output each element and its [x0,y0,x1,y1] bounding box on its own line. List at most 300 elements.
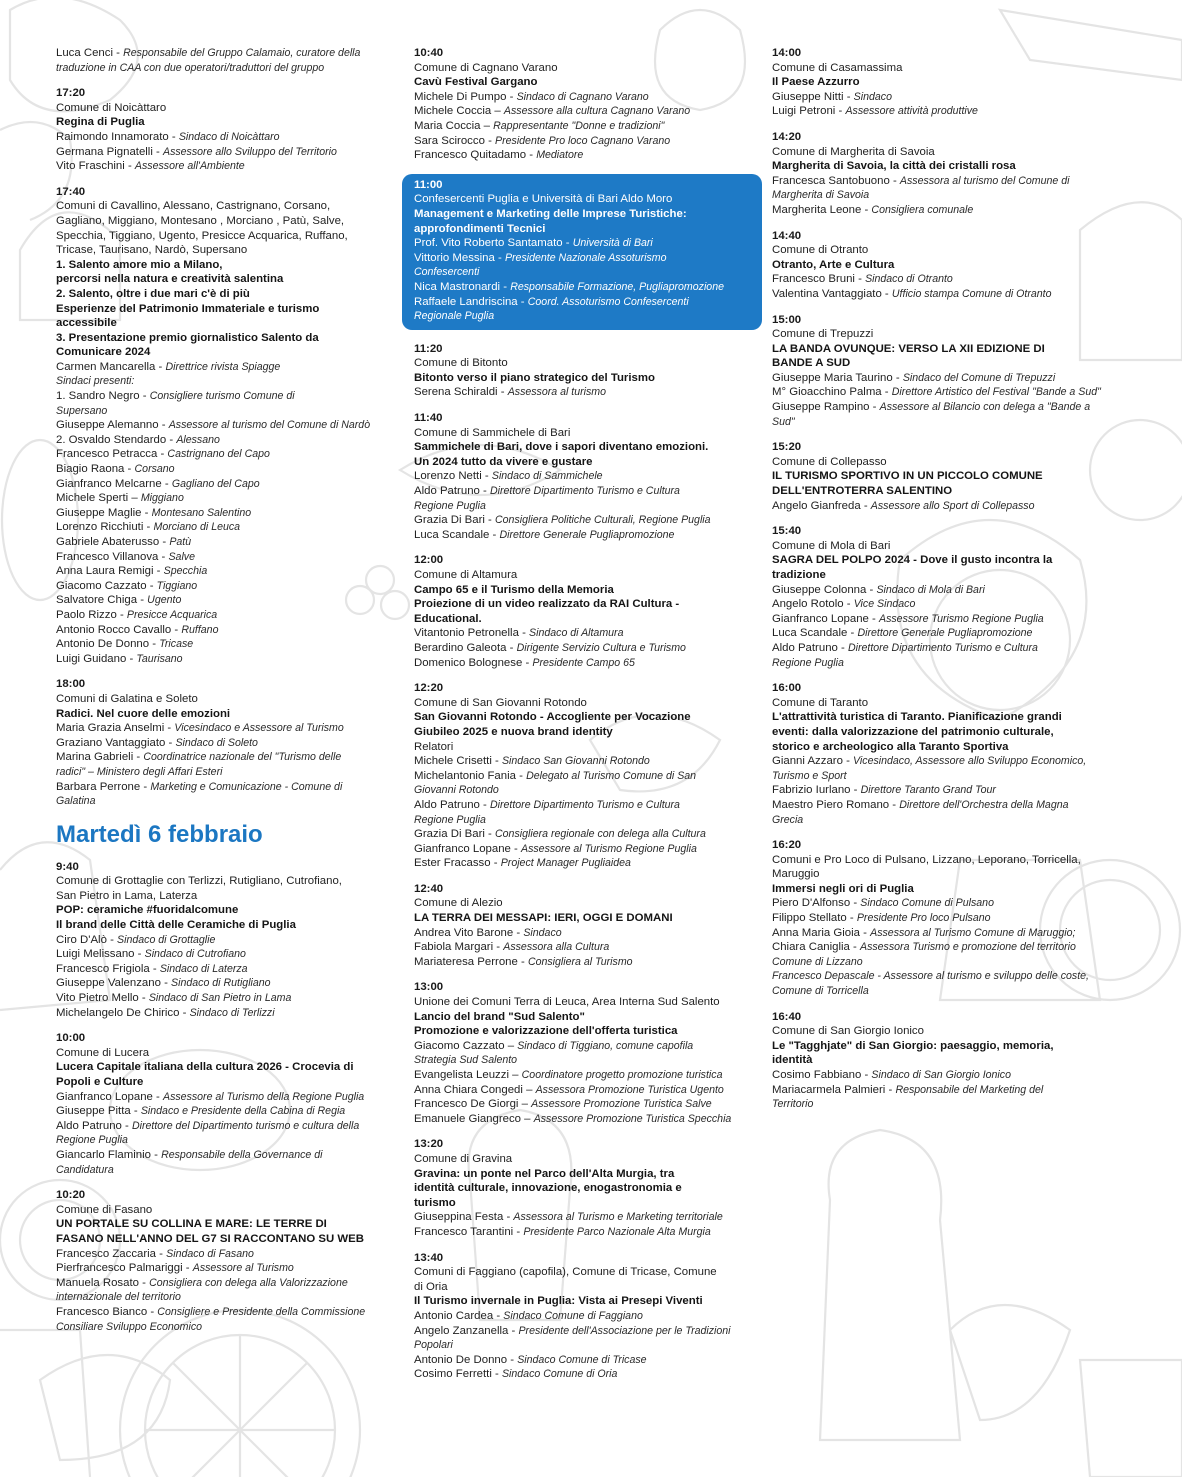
session-line [56,1217,386,1232]
session-title: Le "Tagghjate" di San Giorgio: paesaggio, memoria, [772,1039,1054,1052]
session-line [56,159,386,174]
speaker-role: Consigliere e Presidente della Commissione [157,1305,366,1318]
speaker-name: Michele Sperti – [56,492,141,505]
session-title: identità [772,1054,813,1067]
session-line [56,623,386,638]
speaker-role: Consigliere turismo Comune di [149,390,295,403]
session-line [56,101,386,116]
session-line [772,104,1112,119]
speaker-name: Pierfrancesco Palmariggi - [56,1262,193,1275]
speaker-role: Assessore Turismo Regione Puglia [879,612,1044,625]
speaker-role: Sindaco di San Pietro in Lama [148,992,292,1005]
session-line [414,440,750,455]
venue-text: Comuni di Faggiano (capofila), Comune di Tricase, Comune [414,1266,717,1279]
session-line [414,856,750,871]
session-entry [772,229,1112,302]
venue-text: Tricase, Taurisano, Nardò, Supersano [56,244,248,257]
speaker-name: Vittorio Messina - [414,251,505,264]
session-line [414,280,750,295]
venue-text: Comune di Alezio [414,897,503,910]
session-time: 14:40 [772,229,802,242]
speaker-name: Mariacarmela Palmieri - [772,1083,896,1096]
session-title: POP: ceramiche #fuoridalcomune [56,904,239,917]
speaker-name: Maestro Piero Romano - [772,798,900,811]
speaker-role: Montesano Salentino [151,506,252,519]
speaker-role: Assessora al Turismo e Marketing territoriale [513,1211,723,1224]
speaker-role: Assessore Promozione Turistica Specchia [533,1112,732,1125]
speaker-role: Sindaco di Cagnano Varano [516,90,649,103]
session-line [56,637,386,652]
session-title: L'attrattività turistica di Taranto. Pianificazione grandi [772,711,1062,724]
session-line [56,506,386,521]
session-entry [56,677,386,808]
session-line [56,418,386,433]
speaker-name: Luigi Melissano - [56,948,145,961]
session-line [56,918,386,933]
session-line [772,287,1112,302]
speaker-name: Andrea Vito Barone - [414,926,524,939]
speaker-role: Assessore allo Sviluppo del Territorio [163,145,337,158]
session-entry [414,46,750,163]
session-line [414,583,750,598]
speaker-role: Coord. Assoturismo Confesercenti [527,295,689,308]
session-line [772,469,1112,484]
session-line [414,754,750,769]
role-continuation: Supersano [56,404,108,417]
session-line [56,447,386,462]
speaker-name: Aldo Patruno - [772,641,848,654]
session-line [414,61,750,76]
role-continuation: Comune di Lizzano [772,955,863,968]
session-line [414,1068,750,1083]
session-line [414,251,750,266]
session-line [772,783,1112,798]
session-line [56,1247,386,1262]
speaker-name: Giuseppe Rampino - [772,401,880,414]
session-time: 11:20 [414,342,443,355]
speaker-role: Coordinatore progetto promozione turistica [521,1069,723,1081]
speaker-role: Direttore Dipartimento Turismo e Cultura [489,485,680,498]
session-time: 10:40 [414,47,444,59]
session-time: 16:20 [772,839,802,852]
session-line [772,725,1112,740]
session-line [414,783,750,798]
session-time: 11:40 [414,412,443,425]
session-line [414,813,750,828]
speaker-role: Alessano [176,433,220,446]
speaker-role: Gagliano del Capo [171,477,260,490]
session-entry [414,411,750,542]
speaker-name: Antonio Cardea - [414,1309,504,1322]
speaker-role: Consigliera regionale con delega alla Cultura [495,828,706,841]
speaker-role: Assessora alla Cultura [503,941,610,954]
speaker-role: Consigliera comunale [871,203,974,216]
role-continuation: Galatina [56,795,96,808]
speaker-role: Assessora Turismo e promozione del territorio [860,941,1076,954]
speaker-name: Emanuele Giangreco – [414,1112,534,1125]
role-continuation: internazionale del territorio [56,1291,181,1304]
session-line [56,1075,386,1090]
speaker-name: Mariateresa Perrone - [414,955,528,968]
venue-text: Comune di Noicàttaro [56,101,167,114]
speaker-name: Manuela Rosato - [56,1276,150,1289]
session-line [414,1353,750,1368]
session-line [56,1046,386,1061]
session-line [56,1276,386,1291]
session-line [56,550,386,565]
session-title: Bitonto verso il piano strategico del Turismo [414,371,655,384]
speaker-name: Raffaele Landriscina - [414,295,528,308]
session-line [772,656,1112,671]
session-title: Management e Marketing delle Imprese Turistiche: [414,207,687,220]
speaker-role: Assessore al Turismo della Regione Puglia [163,1090,365,1103]
session-entry [56,86,386,174]
session-line [772,342,1112,357]
speaker-name: Domenico Bolognese - [414,656,533,669]
session-line [772,626,1112,641]
session-line [414,940,750,955]
session-line [56,652,386,667]
speaker-name: Aldo Patruno - [414,485,490,498]
session-line [414,656,750,671]
session-line [414,75,750,90]
session-time: 16:00 [772,682,802,695]
session-title: FASANO NELL'ANNO DEL G7 SI RACCONTANO SU WEB [56,1232,364,1245]
speaker-role: Specchia [163,565,208,578]
session-line [772,867,1112,882]
speaker-role: Sindaco di San Giorgio Ionico [871,1069,1011,1081]
session-title: SAGRA DEL POLPO 2024 - Dove il gusto incontra la [772,554,1053,567]
session-line [772,455,1112,470]
speaker-role: Rappresentante "Donne e tradizioni" [493,119,665,132]
speaker-role: Direttore Taranto Grand Tour [860,784,996,797]
venue-text: Comune di Trepuzzi [772,328,874,341]
venue-text: Comune di Cagnano Varano [414,61,558,74]
session-time: 17:20 [56,87,86,100]
speaker-name: Vito Pietro Mello - [56,992,149,1005]
speaker-name: Francesco De Giorgi – [414,1098,532,1111]
speaker-name: Nica Mastronardi - [414,280,511,293]
speaker-name: M° Gioacchino Palma - [772,386,892,399]
speaker-role: Consigliera con delega alla Valorizzazione [149,1276,348,1289]
session-title: LA BANDA OVUNQUE: VERSO LA XII EDIZIONE DI [772,342,1045,355]
session-entry [772,130,1112,218]
session-line [772,940,1112,955]
session-title: Campo 65 e il Turismo della Memoria [414,583,614,596]
session-title: approfondimenti Tecnici [414,222,546,235]
speaker-name: Valentina Vantaggiato - [772,287,892,300]
role-continuation: Francesco Depascale - Assessore al turismo e sviluppo delle coste, [772,970,1089,983]
session-line [772,769,1112,784]
speaker-role: Project Manager Pugliaidea [500,857,631,870]
speaker-name: Antonio De Donno - [56,638,160,651]
speaker-name: Luigi Petroni - [772,105,846,118]
speaker-role: Assessore al Bilancio con delega a "Bande a [879,401,1091,414]
speaker-name: Michelantonio Fania - [414,769,527,782]
session-line [56,1119,386,1134]
session-line [772,853,1112,868]
speaker-name: Piero D'Alfonso - [772,897,861,910]
session-title: Sammichele di Bari, dove i sapori diventano emozioni. [414,441,709,454]
speaker-role: Morciano di Leuca [153,521,241,534]
session-line [414,740,750,755]
speaker-role: Sindaco di Soleto [175,736,258,749]
session-line [772,371,1112,386]
session-line [772,969,1112,984]
speaker-name: Paolo Rizzo - [56,608,127,621]
speaker-role: Direttrice rivista Spiagge [165,360,281,373]
session-time: 12:00 [414,554,444,567]
speaker-role: Coordinatrice nazionale del "Turismo delle [143,751,342,764]
speaker-name: Angelo Gianfreda - [772,499,871,512]
speaker-name: Giuseppe Maglie - [56,506,152,519]
session-line [414,798,750,813]
session-line [414,1324,750,1339]
session-line [772,754,1112,769]
session-line [772,798,1112,813]
session-time: 16:40 [772,1010,802,1023]
session-line [414,1167,750,1182]
session-line [772,272,1112,287]
speaker-name: Giuseppe Alemanno - [56,419,169,432]
session-line [56,331,386,346]
speaker-role: Responsabile della Governance di [161,1148,323,1161]
session-line [414,265,750,280]
speaker-name: Gianfranco Lopane - [56,1090,164,1103]
speaker-name: Sara Scirocco - [414,134,496,147]
session-line [772,356,1112,371]
session-time: 13:00 [414,981,444,994]
session-line [56,272,386,287]
session-line [56,491,386,506]
role-continuation: Popolari [414,1339,453,1352]
speaker-name: Francesco Bruni - [772,273,866,286]
session-title: Radici. Nel cuore delle emozioni [56,707,231,720]
session-line [414,926,750,941]
speaker-name: Lorenzo Ricchiuti - [56,521,154,534]
session-title: Comunicare 2024 [56,346,151,359]
speaker-name: Giuseppe Pitta - [56,1105,141,1118]
session-line [56,1104,386,1119]
session-line [772,258,1112,273]
session-line [414,1024,750,1039]
session-title: Margherita di Savoia, la città dei cristalli rosa [772,160,1016,173]
speaker-name: Francesco Zaccaria - [56,1247,167,1260]
speaker-name: Cosimo Fabbiano - [772,1069,872,1081]
speaker-role: Assessore Promozione Turistica Salve [531,1098,712,1111]
session-line [56,1148,386,1163]
session-line [56,1006,386,1021]
role-continuation: Regionale Puglia [414,310,495,323]
speaker-name: Anna Chiara Congedi – [414,1083,536,1096]
venue-text: Comune di Gravina [414,1152,513,1165]
session-title: Esperienze del Patrimonio Immateriale e turismo [56,302,320,315]
venue-text: Comuni di Cavallino, Alessano, Castrignano, Corsano, [56,200,331,213]
session-line [56,991,386,1006]
speaker-name: Ester Fracasso - [414,857,501,870]
session-time: 15:40 [772,525,802,538]
session-line [414,641,750,656]
speaker-name: Luigi Guidano - [56,652,137,665]
speaker-role: Presidente Parco Nazionale Alta Murgia [523,1225,711,1238]
speaker-role: Presidente Pro loco Pulsano [856,912,991,925]
session-time: 10:00 [56,1032,86,1045]
session-line [56,316,386,331]
session-line [772,955,1112,970]
session-line [56,889,386,904]
session-entry [414,342,750,400]
session-line [56,692,386,707]
session-line [56,976,386,991]
session-line [56,258,386,273]
speaker-name: Michelangelo De Chirico - [56,1006,190,1019]
speaker-role: Responsabile Formazione, Pugliapromozione [510,280,724,293]
session-entry [414,681,750,871]
speaker-name: Francesca Santobuono - [772,174,900,187]
session-time: 18:00 [56,678,86,691]
speaker-name: Giancarlo Flaminio - [56,1148,162,1161]
speaker-name: Luca Scandale - [414,528,500,541]
session-title: tradizione [772,569,826,581]
speaker-role: Presicce Acquarica [126,608,218,621]
session-line [56,214,386,229]
session-line [56,593,386,608]
speaker-name: 1. Sandro Negro - [56,390,150,403]
speaker-name: Giacomo Cazzato - [56,579,157,592]
speaker-name: 2. Osvaldo Stendardo - [56,433,177,446]
speaker-role: Direttore del Dipartimento turismo e cultura della [131,1119,360,1132]
speaker-role: Sindaco San Giovanni Rotondo [501,755,650,768]
session-line [56,535,386,550]
speaker-role: Consigliera Politiche Culturali, Regione Puglia [495,514,711,527]
speaker-role: Vicesindaco, Assessore allo Sviluppo Economico, [853,755,1087,768]
session-line [56,794,386,809]
session-title: BANDE A SUD [772,357,851,370]
speaker-role: Castrignano del Capo [167,448,270,461]
session-line [56,462,386,477]
speaker-role: Mediatore [536,149,584,162]
speaker-role: Sindaco di Laterza [159,962,248,975]
session-line [414,371,750,386]
session-time: 14:20 [772,130,802,143]
speaker-name: Gianni Azzaro - [772,755,854,768]
session-line [56,1090,386,1105]
venue-text: Comune di San Giovanni Rotondo [414,696,587,709]
session-entry [414,1251,750,1382]
speaker-role: Sindaco del Comune di Trepuzzi [902,371,1056,384]
speaker-role: Sindaco di Rutigliano [171,977,271,990]
program-column-2 [414,46,750,1393]
speaker-name: Francesco Villanova - [56,550,169,563]
session-title: LA TERRA DEI MESSAPI: IERI, OGGI E DOMANI [414,912,673,925]
session-line [772,911,1112,926]
speaker-role: Sindaco di Tiggiano, comune capofila [517,1039,694,1052]
session-entry [772,440,1112,513]
speaker-role: Direttore Generale Pugliapromozione [857,627,1033,640]
session-line [414,207,750,222]
session-time: 13:20 [414,1138,444,1151]
session-line [772,553,1112,568]
speaker-name: Carmen Mancarella - [56,360,166,373]
session-title: Lucera Capitale italiana della cultura 2026 - Crocevia di [56,1061,354,1074]
venue-text: di Oria [414,1280,448,1293]
session-title: storico e archeologico alla Taranto Sportiva [772,740,1009,753]
speaker-name: Gianfranco Lopane - [772,612,880,625]
session-line [56,1290,386,1305]
speaker-name: Francesco Frigiola - [56,962,160,975]
session-line [56,1060,386,1075]
session-line [56,933,386,948]
session-line [414,896,750,911]
session-line [772,90,1112,105]
session-line [414,1097,750,1112]
session-line [56,1203,386,1218]
session-line [56,1133,386,1148]
session-line [772,1068,1112,1083]
session-line [772,882,1112,897]
session-line [414,597,750,612]
session-line [772,415,1112,430]
speaker-name: Francesco Quitadamo - [414,149,537,162]
speaker-role: Sindaco di Cutrofiano [144,948,246,961]
speaker-name: Barbara Perrone - [56,780,151,793]
speaker-name: Fabiola Margari - [414,941,504,954]
session-line [414,1196,750,1211]
session-line [414,1210,750,1225]
speaker-name: Fabrizio Iurlano - [772,784,861,797]
session-line [56,229,386,244]
session-line [772,696,1112,711]
speaker-name: Giuseppe Valenzano - [56,977,172,990]
role-continuation: Sindaci presenti: [56,375,135,388]
role-continuation: Strategia Sud Salento [414,1054,518,1067]
session-title: Un 2024 tutto da vivere e gustare [414,455,593,468]
session-title: Il Paese Azzurro [772,76,860,89]
session-line [414,911,750,926]
speaker-role: Presidente Campo 65 [532,656,635,669]
speaker-role: Assessore al Turismo Regione Puglia [521,842,697,855]
session-line [56,243,386,258]
session-line [56,520,386,535]
speaker-name: Giuseppe Nitti - [772,90,854,103]
session-line [414,612,750,627]
session-line [56,765,386,780]
speaker-name: Grazia Di Bari - [414,828,496,841]
session-line [772,1024,1112,1039]
role-continuation: Regione Puglia [56,1134,128,1147]
venue-text: Comune di Lucera [56,1046,150,1059]
session-time: 9:40 [56,860,79,873]
speaker-role: Corsano [134,463,175,476]
speaker-role: Direttore Dipartimento Turismo e Cultura [847,641,1038,654]
session-line [56,374,386,389]
speaker-role: Università di Bari [572,237,653,250]
session-line [56,962,386,977]
session-line [414,1181,750,1196]
speaker-name: Maria Coccia – [414,119,494,132]
session-line [414,295,750,310]
session-line [772,641,1112,656]
session-line [414,1367,750,1382]
highlighted-session [402,174,762,330]
speaker-name: Margherita Leone - [772,203,872,216]
session-title: eventi: dalla valorizzazione del patrimonio culturale, [772,725,1054,738]
session-line [56,564,386,579]
session-line [414,148,750,163]
session-line [414,1309,750,1324]
session-entry [772,46,1112,119]
role-continuation: Comune di Torricella [772,985,869,998]
